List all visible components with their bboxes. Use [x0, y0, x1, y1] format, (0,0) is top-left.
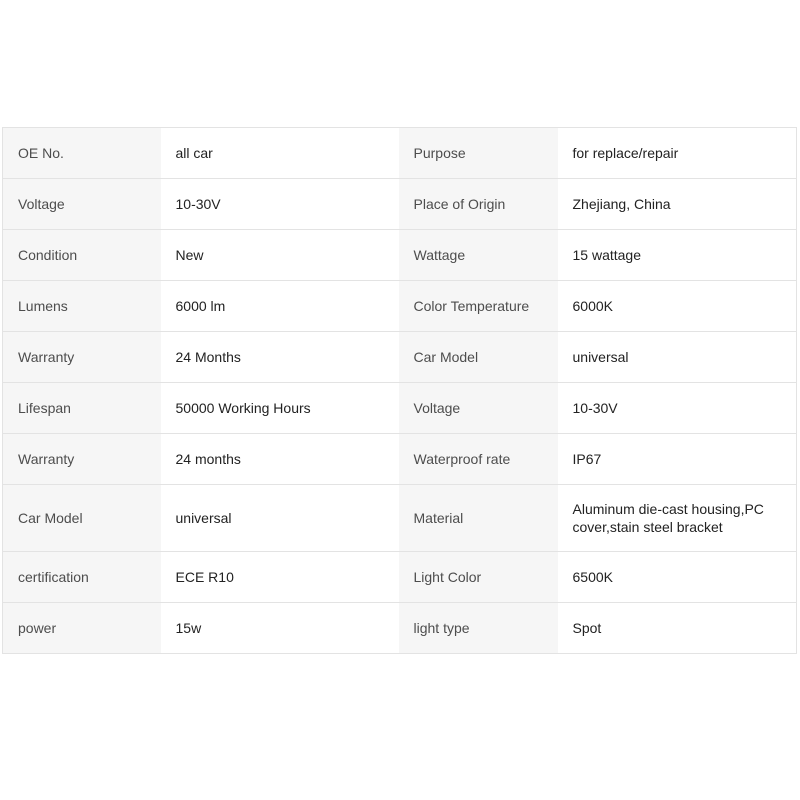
spec-label: OE No. [3, 128, 161, 179]
spec-value: Aluminum die-cast housing,PC cover,stain steel bracket [558, 485, 797, 552]
table-row [3, 603, 797, 654]
spec-value: for replace/repair [558, 128, 797, 179]
spec-label: certification [3, 552, 161, 603]
spec-label: Voltage [3, 179, 161, 230]
spec-value: 10-30V [558, 383, 797, 434]
spec-label: Waterproof rate [399, 434, 558, 485]
table-row [3, 128, 797, 179]
spec-label: Wattage [399, 230, 558, 281]
spec-value: 6000 lm [161, 281, 399, 332]
spec-label: Color Temperature [399, 281, 558, 332]
table-row [3, 230, 797, 281]
spec-value: ECE R10 [161, 552, 399, 603]
table-row [3, 332, 797, 383]
spec-label: Warranty [3, 434, 161, 485]
spec-label: light type [399, 603, 558, 654]
table-row [3, 552, 797, 603]
table-row [3, 434, 797, 485]
spec-value: all car [161, 128, 399, 179]
spec-value: IP67 [558, 434, 797, 485]
table-row [3, 281, 797, 332]
spec-label: Lifespan [3, 383, 161, 434]
spec-value: 6500K [558, 552, 797, 603]
spec-label: power [3, 603, 161, 654]
spec-value: 15 wattage [558, 230, 797, 281]
spec-value: Spot [558, 603, 797, 654]
spec-label: Purpose [399, 128, 558, 179]
spec-value: 24 Months [161, 332, 399, 383]
spec-label: Car Model [3, 485, 161, 552]
spec-value: 6000K [558, 281, 797, 332]
spec-label: Voltage [399, 383, 558, 434]
table-row [3, 383, 797, 434]
table-row [3, 179, 797, 230]
spec-label: Condition [3, 230, 161, 281]
spec-value: Zhejiang, China [558, 179, 797, 230]
spec-label: Place of Origin [399, 179, 558, 230]
spec-value: 10-30V [161, 179, 399, 230]
spec-table-body [3, 128, 797, 654]
product-spec-table [2, 127, 797, 654]
spec-value: New [161, 230, 399, 281]
spec-label: Lumens [3, 281, 161, 332]
spec-value: universal [161, 485, 399, 552]
spec-label: Light Color [399, 552, 558, 603]
spec-value: 15w [161, 603, 399, 654]
spec-label: Warranty [3, 332, 161, 383]
spec-label: Car Model [399, 332, 558, 383]
spec-value: 50000 Working Hours [161, 383, 399, 434]
spec-label: Material [399, 485, 558, 552]
table-row [3, 485, 797, 552]
spec-value: universal [558, 332, 797, 383]
spec-value: 24 months [161, 434, 399, 485]
